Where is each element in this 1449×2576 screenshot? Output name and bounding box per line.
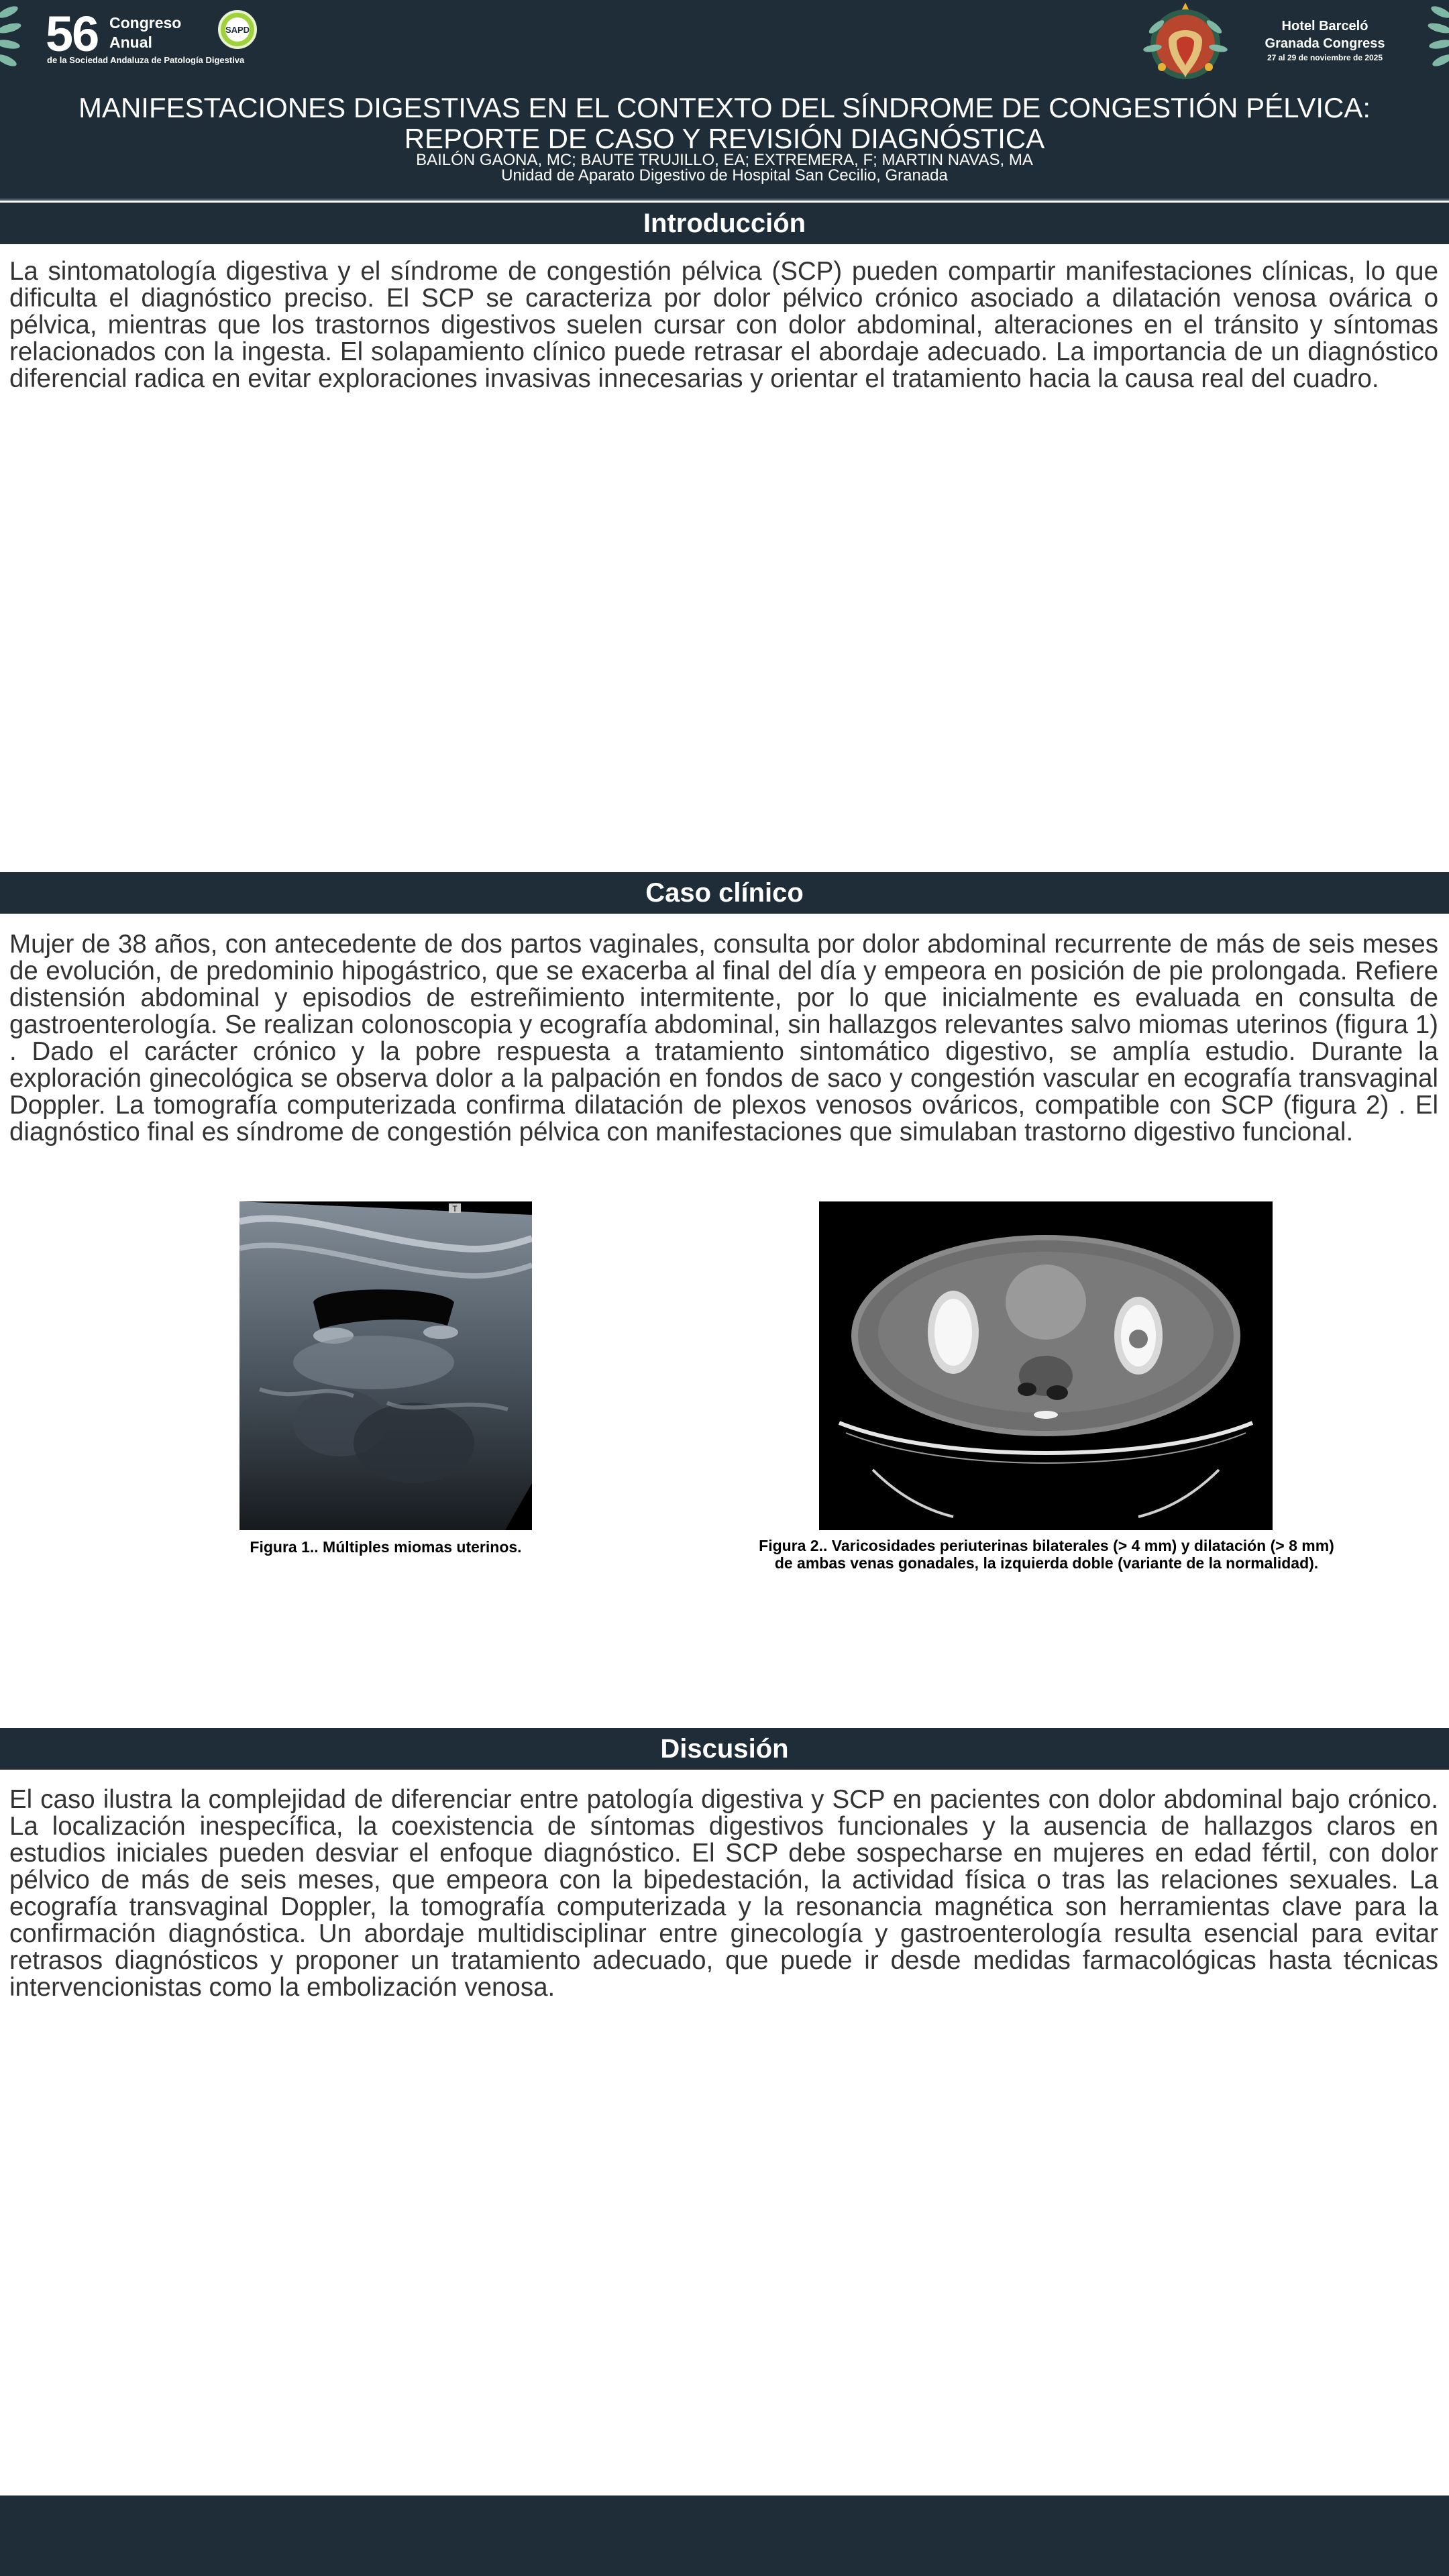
venue-name [1248, 17, 1402, 52]
figure1-caption: Figura 1.. Múltiples miomas uterinos. [250, 1538, 522, 1556]
congress-number: 56 [46, 6, 99, 62]
header-divider [0, 199, 1449, 201]
congress-dates: 27 al 29 de noviembre de 2025 [1267, 53, 1383, 62]
venue-line-2: Granada Congress [1265, 36, 1385, 51]
figure1-ultrasound-image [239, 1201, 532, 1530]
sapd-logo [218, 10, 257, 49]
discussion-text: El caso ilustra la complejidad de diferenciar entre patología digestiva y SCP en pacientes con dolor abdominal bajo crónico. La localización inespecífica, la coexistencia de síntomas digestivos funcionales y la ausencia de hallazgos claros en estudios iniciales pueden desviar el enfoque diagnóstico. El SCP debe sospecharse en mujeres en edad fértil, con dolor pélvico de más de seis meses, que empeora con la bipedestación, la actividad física o tras las relaciones sexuales. La ecografía transvaginal Doppler, la tomografía computerizada y la resonancia magnética son herramientas clave para la confirmación diagnóstica. Un abordaje multidisciplinar entre ginecología y gastroenterología resulta esencial para evitar retrasos diagnósticos y proponer un tratamiento adecuado, que puede ir desde medidas farmacológicas hasta técnicas intervencionistas como la embolización venosa. [9, 1785, 1438, 2002]
poster-title: MANIFESTACIONES DIGESTIVAS EN EL CONTEXTO DEL SÍNDROME DE CONGESTIÓN PÉLVICA: REPORTE DE CASO Y REVISIÓN DIAGNÓSTICA [78, 92, 1371, 154]
discussion-header [0, 1728, 1449, 1770]
case-header [0, 872, 1449, 914]
congress-word-2: Anual [109, 34, 152, 51]
society-name: de la Sociedad Andaluza de Patología Digestiva [47, 55, 245, 65]
introduction-text: La sintomatología digestiva y el síndrome de congestión pélvica (SCP) pueden compartir manifestaciones clínicas, lo que dificulta el diagnóstico preciso. El SCP se caracteriza por dolor pélvico crónico asociado a dilatación venosa ovárica o pélvica, mientras que los trastornos digestivos suelen cursar con dolor abdominal, alteraciones en el tránsito y síntomas relacionados con la ingesta. El solapamiento clínico puede retrasar el abordaje adecuado. La importancia de un diagnóstico diferencial radica en evitar exploraciones invasivas innecesarias y orientar el tratamiento hacia la causa real del cuadro. [9, 257, 1438, 393]
poster-affiliation: Unidad de Aparato Digestivo de Hospital San Cecilio, Granada [501, 166, 948, 184]
discussion-heading: Discusión [660, 1733, 789, 1764]
case-text: Mujer de 38 años, con antecedente de dos partos vaginales, consulta por dolor abdominal recurrente de más de seis meses de evolución, de predominio hipogástrico, que se exacerba al final del día y empeora en posición de pie prolongada. Refiere distensión abdominal y episodios de estreñimiento intermitente, por lo que inicialmente es evaluada en consulta de gastroenterología. Se realizan colonoscopia y ecografía abdominal, sin hallazgos relevantes salvo miomas uterinos (figura 1) . Dado el carácter crónico y la pobre respuesta a tratamiento sintomático digestivo, se amplía estudio. Durante la exploración ginecológica se observa dolor a la palpación en fondos de saco y congestión vascular en ecografía transvaginal Doppler. La tomografía computerizada confirma dilatación de plexos venosos ováricos, compatible con SCP (figura 2) . El diagnóstico final es síndrome de congestión pélvica con manifestaciones que simulaban trastorno digestivo funcional. [9, 930, 1438, 1146]
congress-word-1: Congreso [109, 14, 182, 32]
granada-emblem-icon [1142, 0, 1229, 85]
leaf-decoration-icon [1415, 0, 1449, 80]
case-heading: Caso clínico [645, 877, 804, 908]
introduction-heading: Introducción [643, 208, 806, 238]
venue-line-1: Hotel Barceló [1281, 19, 1368, 34]
figure1-marker: T [452, 1204, 458, 1214]
figure2-ct-image [819, 1201, 1273, 1530]
congress-label [109, 13, 181, 52]
poster-header [0, 0, 1449, 199]
poster-footer [0, 2496, 1449, 2576]
sapd-logo-text: SAPD [225, 17, 250, 42]
poster-authors: BAILÓN GAONA, MC; BAUTE TRUJILLO, EA; EXTREMERA, F; MARTIN NAVAS, MA [416, 151, 1033, 169]
leaf-decoration-icon [0, 0, 34, 80]
introduction-header [0, 203, 1449, 244]
figure2-caption: Figura 2.. Varicosidades periuterinas bilaterales (> 4 mm) y dilatación (> 8 mm) de ambas venas gonadales, la izquierda doble (variante de la normalidad). [759, 1537, 1334, 1572]
